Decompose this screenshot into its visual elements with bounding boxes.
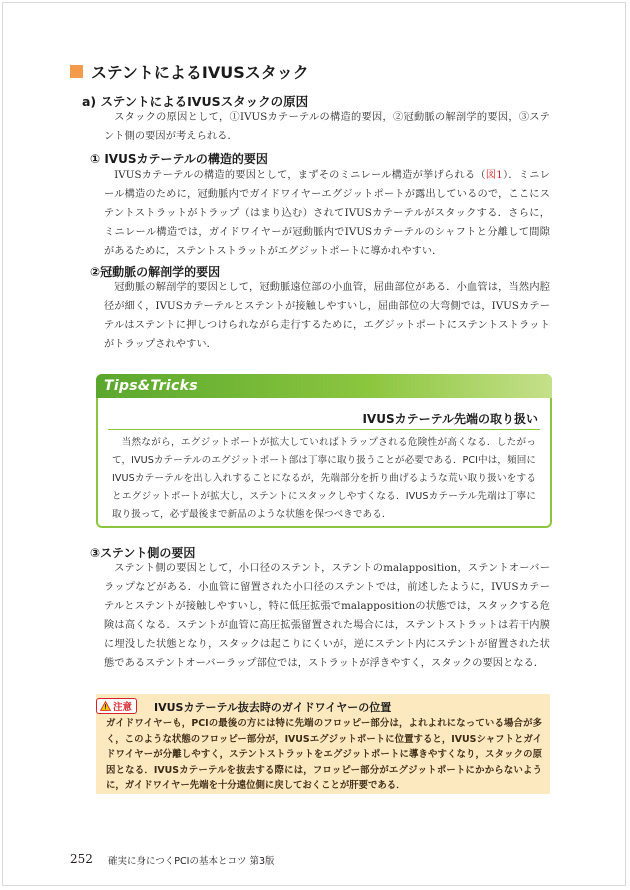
warning-icon — [100, 701, 111, 711]
subsection-intro: スタックの原因として，①IVUSカテーテルの構造的要因，②冠動脈の解剖学的要因，③ステント側の要因が考えられる． — [104, 112, 550, 142]
caution-box — [96, 694, 550, 794]
caution-title: IVUSカテーテル抜去時のガイドワイヤーの位置 — [154, 701, 392, 714]
cause1-text-b: ）．ミニレール構造のために，冠動脈内でガイドワイヤーエグジットポートが露出しているので，ここにステントストラットがトラップ（はまり込む）されてIVUSカテーテルがスタックする．さらに，ミニレール構造では，ガイドワイヤーが冠動脈内でIVUSカテーテルのシャフトと分離して間隙があるために，ステントストラットがエグジットポートに導かれやすい． — [104, 170, 550, 257]
cause2-body: 冠動脈の解剖学的要因として，冠動脈遠位部の小血管，屈曲部位がある．小血管は，当然内腔径が細く，IVUSカテーテルとステントが接触しやすいし，屈曲部位の大弯側では，IVUSカテーテルはステントに押しつけられながら走行するために，エグジットポートにステントストラットがトラップされやすい． — [104, 282, 550, 350]
section-title: ステントによるIVUSスタック — [91, 63, 309, 82]
subsection-title: a) ステントによるIVUSスタックの原因 — [82, 94, 309, 109]
cause3-title: ③ステント側の要因 — [90, 546, 196, 560]
caution-badge — [96, 698, 137, 714]
figure-reference-link[interactable]: 図1 — [485, 170, 503, 181]
cause1-title: ① IVUSカテーテルの構造的要因 — [90, 152, 268, 166]
tips-title: IVUSカテーテル先端の取り扱い — [362, 412, 538, 426]
tips-label: Tips&Tricks — [104, 378, 198, 394]
tips-box — [96, 374, 552, 528]
cause1-text-a: IVUSカテーテルの構造的要因として，まずそのミニレール構造が挙げられる（ — [114, 170, 486, 181]
tips-divider — [108, 429, 540, 430]
caution-body: ガイドワイヤーも，PCIの最後の方には特に先端のフロッピー部分は，よれよれになっている場合が多く，このような状態のフロッピー部分が，IVUSエグジットポートに位置すると，IVUSシャフトとガイドワイヤーが分離しやすく，ステントストラットをエグジットポートに導きやすくなり，スタックの原因となる．IVUSカテーテルを抜去する際には，フロッピー部分がエグジットポートにかからないように，ガイドワイヤー先端を十分遠位側に戻しておくことが肝要である． — [106, 718, 542, 791]
cause3-body: ステント側の要因として，小口径のステント，ステントのmalapposition，ステントオーバーラップなどがある．小血管に留置された小口径のステントでは，前述したように，IVUSカテーテルとステントが接触しやすいし，特に低圧拡張でmalappositionの状態では，スタックする危険は高くなる．ステントが血管に高圧拡張留置された場合には，ステントストラットは若干内膜に埋没した状態となり，スタックは起こりにくいが，逆にステント内にステントが留置された状態であるステントオーバーラップ部位では，ストラットが浮きやすく，スタックの要因となる． — [104, 563, 550, 669]
tips-header-bar — [96, 374, 552, 398]
section-square-icon — [70, 65, 83, 78]
book-title: 確実に身につくPCIの基本とコツ 第3版 — [108, 856, 275, 867]
cause2-title: ②冠動脈の解剖学的要因 — [90, 265, 221, 279]
caution-badge-label: 注意 — [113, 702, 133, 713]
tips-body: 当然ながら，エグジットポートが拡大していればトラップされる危険性が高くなる．したがって，IVUSカテーテルのエグジットポート部は丁寧に取り扱うことが必要である．PCI中は，頻回にIVUSカテーテルを出し入れすることになるが，先端部分を折り曲げるような荒い取り扱いをするとエグジットポートが拡大し，ステントにスタックしやすくなる．IVUSカテーテル先端は丁寧に取り扱って，必ず最後まで新品のような状態を保つべきである． — [112, 437, 536, 520]
section-heading — [70, 60, 309, 83]
page-number: 252 — [70, 852, 93, 866]
cause1-body — [104, 166, 550, 261]
